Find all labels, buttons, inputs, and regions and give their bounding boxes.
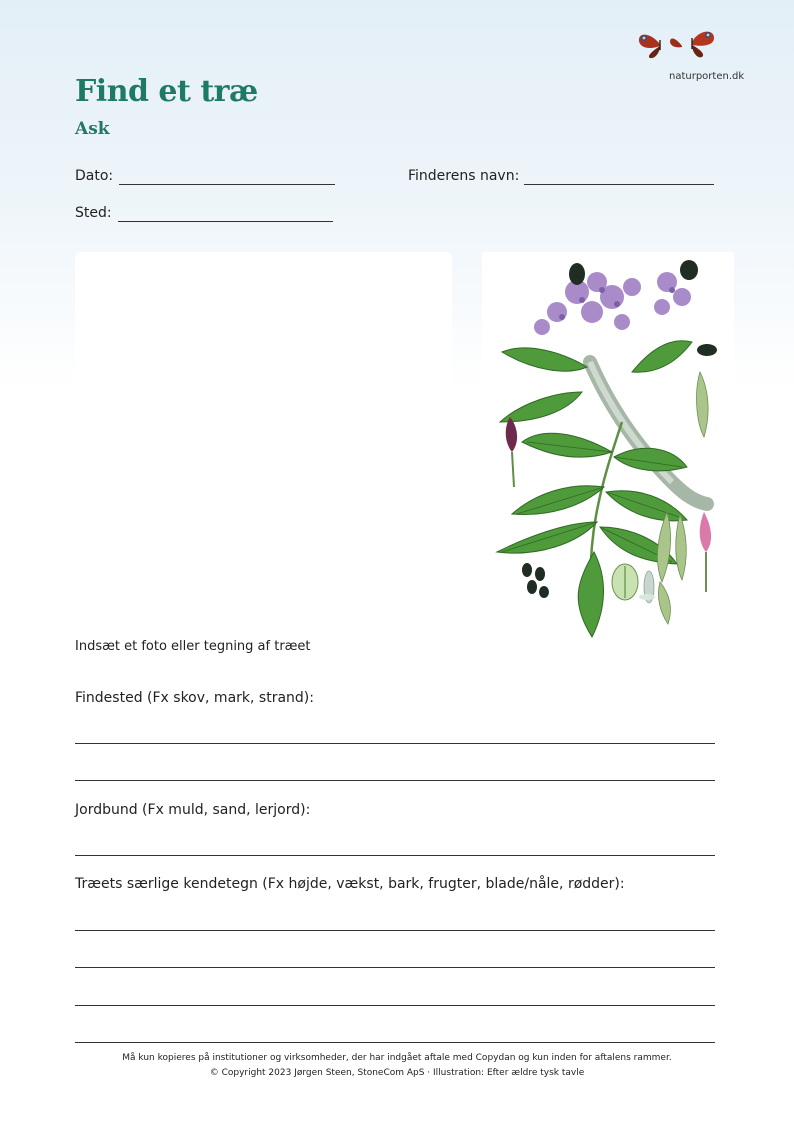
butterfly-right — [670, 32, 714, 58]
date-label: Dato: — [75, 168, 114, 184]
features-answer-line-1[interactable] — [75, 930, 715, 931]
date-field[interactable] — [119, 184, 335, 185]
photo-caption: Indsæt et foto eller tegning af træet — [75, 639, 311, 654]
features-answer-line-3[interactable] — [75, 1005, 715, 1006]
features-answer-line-4[interactable] — [75, 1042, 715, 1043]
location-answer-line-2[interactable] — [75, 780, 715, 781]
copyright-line: © Copyright 2023 Jørgen Steen, StoneCom ApS · Illustration: Efter ældre tysk tavle — [209, 1068, 585, 1078]
finder-name-field[interactable] — [524, 184, 714, 185]
page-title: Find et træ — [75, 74, 258, 109]
features-answer-line-2[interactable] — [75, 967, 715, 968]
features-question: Træets særlige kendetegn (Fx højde, vækst, bark, frugter, blade/nåle, rødder): — [75, 876, 625, 892]
place-field[interactable] — [118, 221, 333, 222]
butterfly-left — [639, 35, 660, 59]
finder-label: Finderens navn: — [408, 168, 520, 184]
soil-answer-line[interactable] — [75, 855, 715, 856]
ash-tree-illustration — [482, 252, 734, 644]
location-question: Findested (Fx skov, mark, strand): — [75, 690, 314, 706]
location-answer-line-1[interactable] — [75, 743, 715, 744]
copy-notice: Må kun kopieres på institutioner og virksomheder, der har indgået aftale med Copydan og kun inden for aftalens rammer. — [122, 1053, 672, 1063]
place-label: Sted: — [75, 205, 112, 221]
soil-question: Jordbund (Fx muld, sand, lerjord): — [75, 802, 311, 818]
butterfly-logo — [636, 26, 718, 62]
photo-drawing-area[interactable] — [75, 252, 452, 620]
tree-name: Ask — [75, 119, 110, 139]
site-name: naturporten.dk — [669, 71, 745, 82]
